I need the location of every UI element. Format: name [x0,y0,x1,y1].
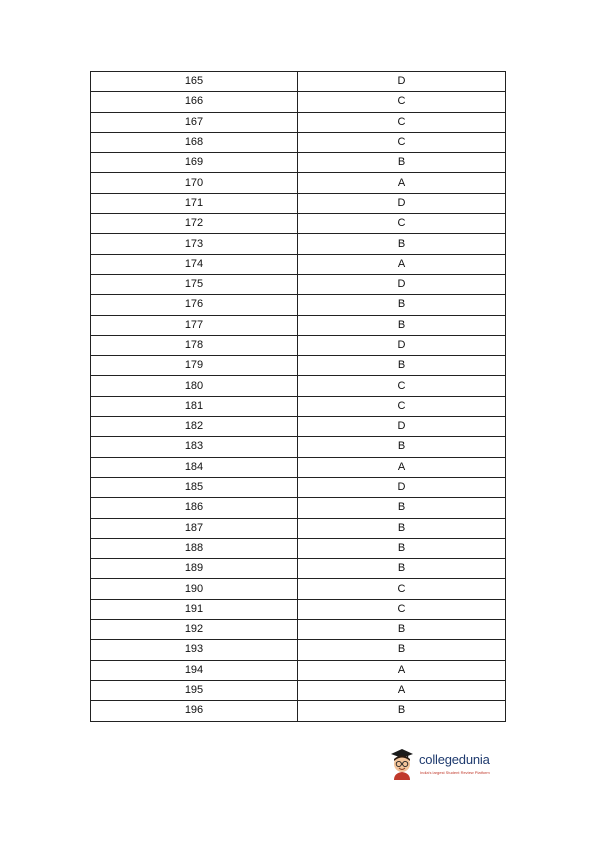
table-row [91,620,506,640]
answer-option-cell: A [298,680,506,700]
answer-option-cell: C [298,112,506,132]
logo-brand-name: collegedunia [419,752,490,767]
answer-option-cell: C [298,376,506,396]
table-row [91,193,506,213]
answer-option-cell: B [298,518,506,538]
question-number-cell: 178 [91,335,298,355]
answer-option-cell: A [298,173,506,193]
question-number-cell: 167 [91,112,298,132]
answer-option-cell: B [298,315,506,335]
question-number-cell: 168 [91,132,298,152]
question-number-cell: 189 [91,559,298,579]
answer-option-cell: A [298,457,506,477]
table-row [91,274,506,294]
answer-option-cell: D [298,335,506,355]
question-number-cell: 190 [91,579,298,599]
answer-option-cell: A [298,660,506,680]
answer-option-cell: D [298,417,506,437]
answer-key-body [91,72,506,722]
table-row [91,457,506,477]
answer-option-cell: B [298,640,506,660]
answer-option-cell: B [298,701,506,721]
answer-option-cell: D [298,193,506,213]
table-row [91,214,506,234]
mascot-graduate-icon [388,746,416,780]
question-number-cell: 187 [91,518,298,538]
answer-option-cell: B [298,538,506,558]
table-row [91,112,506,132]
answer-option-cell: B [298,295,506,315]
table-row [91,315,506,335]
table-row [91,660,506,680]
answer-option-cell: C [298,132,506,152]
table-row [91,92,506,112]
answer-option-cell: B [298,437,506,457]
logo-tagline: India's largest Student Review Platform [420,770,490,775]
question-number-cell: 181 [91,396,298,416]
question-number-cell: 184 [91,457,298,477]
table-row [91,579,506,599]
question-number-cell: 177 [91,315,298,335]
answer-option-cell: B [298,356,506,376]
table-row [91,599,506,619]
question-number-cell: 179 [91,356,298,376]
question-number-cell: 183 [91,437,298,457]
answer-option-cell: B [298,234,506,254]
table-row [91,437,506,457]
question-number-cell: 175 [91,274,298,294]
answer-key-table [90,71,506,722]
answer-option-cell: B [298,620,506,640]
table-row [91,356,506,376]
question-number-cell: 170 [91,173,298,193]
answer-option-cell: C [298,599,506,619]
table-row [91,538,506,558]
question-number-cell: 174 [91,254,298,274]
question-number-cell: 191 [91,599,298,619]
table-row [91,153,506,173]
answer-option-cell: B [298,559,506,579]
table-row [91,234,506,254]
table-row [91,640,506,660]
table-row [91,132,506,152]
question-number-cell: 186 [91,498,298,518]
question-number-cell: 169 [91,153,298,173]
table-row [91,701,506,721]
table-row [91,254,506,274]
question-number-cell: 176 [91,295,298,315]
question-number-cell: 192 [91,620,298,640]
question-number-cell: 194 [91,660,298,680]
table-row [91,518,506,538]
answer-option-cell: A [298,254,506,274]
answer-option-cell: B [298,153,506,173]
question-number-cell: 166 [91,92,298,112]
answer-option-cell: D [298,274,506,294]
answer-option-cell: C [298,92,506,112]
question-number-cell: 188 [91,538,298,558]
question-number-cell: 196 [91,701,298,721]
answer-option-cell: C [298,579,506,599]
answer-option-cell: B [298,498,506,518]
question-number-cell: 195 [91,680,298,700]
question-number-cell: 165 [91,72,298,92]
table-row [91,396,506,416]
table-row [91,498,506,518]
question-number-cell: 182 [91,417,298,437]
question-number-cell: 173 [91,234,298,254]
question-number-cell: 185 [91,477,298,497]
answer-option-cell: D [298,477,506,497]
answer-option-cell: C [298,214,506,234]
table-row [91,477,506,497]
question-number-cell: 171 [91,193,298,213]
table-row [91,376,506,396]
answer-option-cell: D [298,72,506,92]
table-row [91,173,506,193]
question-number-cell: 180 [91,376,298,396]
collegedunia-logo [388,746,508,782]
table-row [91,680,506,700]
question-number-cell: 172 [91,214,298,234]
table-row [91,335,506,355]
table-row [91,72,506,92]
table-row [91,417,506,437]
answer-option-cell: C [298,396,506,416]
question-number-cell: 193 [91,640,298,660]
table-row [91,559,506,579]
table-row [91,295,506,315]
